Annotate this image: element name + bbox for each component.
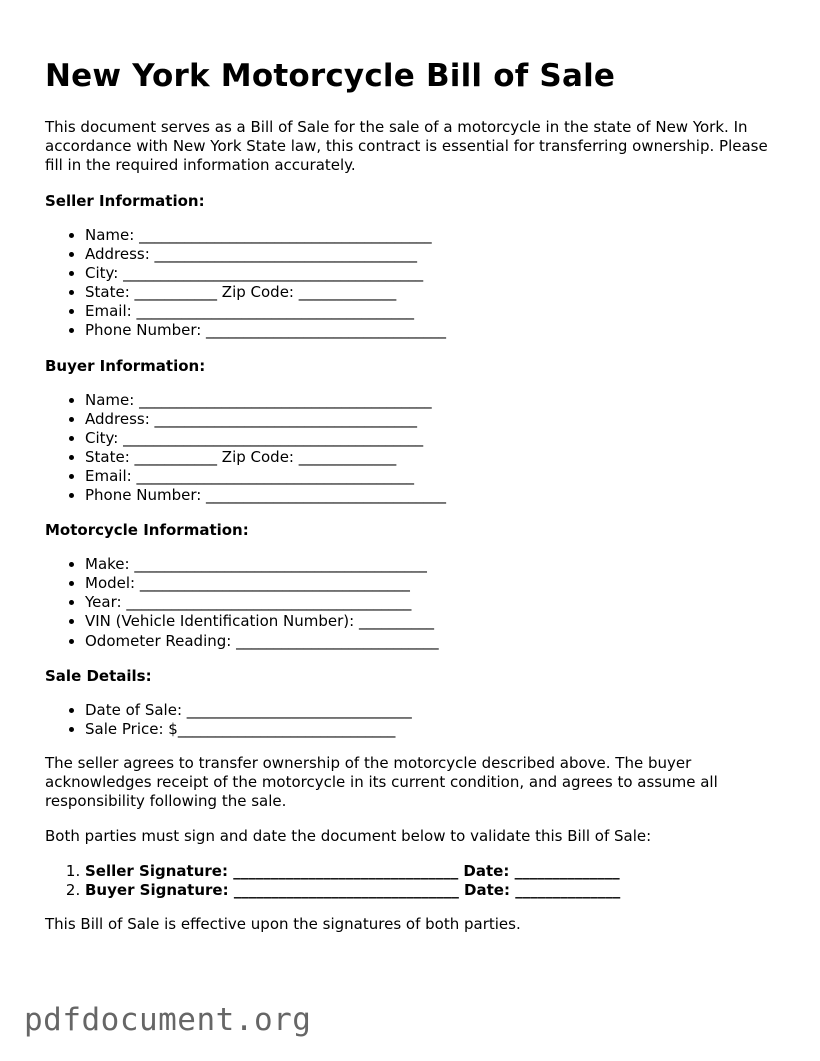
- signature-list: [45, 862, 775, 900]
- seller-state-zip-field[interactable]: • State: ___________ Zip Code: _____________: [85, 283, 775, 302]
- signing-instructions: Both parties must sign and date the document below to validate this Bill of Sale:: [45, 826, 652, 845]
- buyer-email-field[interactable]: • Email: _____________________________________: [85, 467, 775, 486]
- seller-heading: Seller Information:: [45, 192, 205, 210]
- sale-price-field[interactable]: • Sale Price: $_____________________________: [85, 720, 775, 739]
- seller-field-list: [45, 226, 775, 341]
- intro-paragraph: This document serves as a Bill of Sale for the sale of a motorcycle in the state of New York. In accordance with New York State law, this contract is essential for transferring ownership. Please fill in the required information accurately.: [45, 118, 768, 174]
- motorcycle-vin-field[interactable]: • VIN (Vehicle Identification Number): __________: [85, 612, 775, 631]
- seller-name-field[interactable]: • Name: _______________________________________: [85, 226, 775, 245]
- seller-date-line[interactable]: ______________: [509, 861, 620, 880]
- seller-city-field[interactable]: • City: ________________________________________: [85, 264, 775, 283]
- document-page: [45, 56, 775, 934]
- seller-signature-line[interactable]: ______________________________: [227, 861, 464, 880]
- seller-email-field[interactable]: • Email: _____________________________________: [85, 302, 775, 321]
- seller-signature-label: Seller Signature:: [85, 861, 228, 880]
- seller-address-field[interactable]: • Address: ___________________________________: [85, 245, 775, 264]
- sale-date-field[interactable]: • Date of Sale: ______________________________: [85, 701, 775, 720]
- seller-signature-row[interactable]: [85, 862, 775, 881]
- buyer-signature-line[interactable]: ______________________________: [228, 880, 465, 899]
- buyer-phone-field[interactable]: • Phone Number: ________________________________: [85, 486, 775, 505]
- motorcycle-make-field[interactable]: • Make: _______________________________________: [85, 555, 775, 574]
- sale-field-list: [45, 701, 775, 739]
- buyer-date-line[interactable]: ______________: [509, 880, 621, 899]
- buyer-signature-label: Buyer Signature:: [85, 880, 229, 899]
- motorcycle-odometer-field[interactable]: • Odometer Reading: ___________________________: [85, 632, 775, 651]
- buyer-heading: Buyer Information:: [45, 356, 206, 375]
- seller-phone-field[interactable]: • Phone Number: ________________________________: [85, 321, 775, 340]
- seller-date-label: Date:: [463, 861, 510, 880]
- watermark: pdfdocument.org: [24, 1002, 312, 1038]
- page-title: New York Motorcycle Bill of Sale: [45, 58, 616, 94]
- agreement-paragraph: The seller agrees to transfer ownership of the motorcycle described above. The buyer acknowledges receipt of the motorcycle in its current condition, and agrees to assume all responsibility following the sale.: [45, 753, 718, 810]
- buyer-signature-row[interactable]: [85, 881, 775, 900]
- motorcycle-heading: Motorcycle Information:: [45, 521, 249, 540]
- sale-heading: Sale Details:: [45, 666, 152, 685]
- buyer-name-field[interactable]: • Name: _______________________________________: [85, 391, 775, 410]
- motorcycle-model-field[interactable]: • Model: ____________________________________: [85, 574, 775, 593]
- buyer-state-zip-field[interactable]: • State: ___________ Zip Code: _____________: [85, 448, 775, 467]
- buyer-date-label: Date:: [464, 880, 510, 899]
- buyer-field-list: [45, 391, 775, 506]
- buyer-city-field[interactable]: • City: ________________________________________: [85, 429, 775, 448]
- buyer-address-field[interactable]: • Address: ___________________________________: [85, 410, 775, 429]
- effective-statement: This Bill of Sale is effective upon the signatures of both parties.: [45, 914, 521, 933]
- motorcycle-year-field[interactable]: • Year: ______________________________________: [85, 593, 775, 612]
- motorcycle-field-list: [45, 555, 775, 650]
